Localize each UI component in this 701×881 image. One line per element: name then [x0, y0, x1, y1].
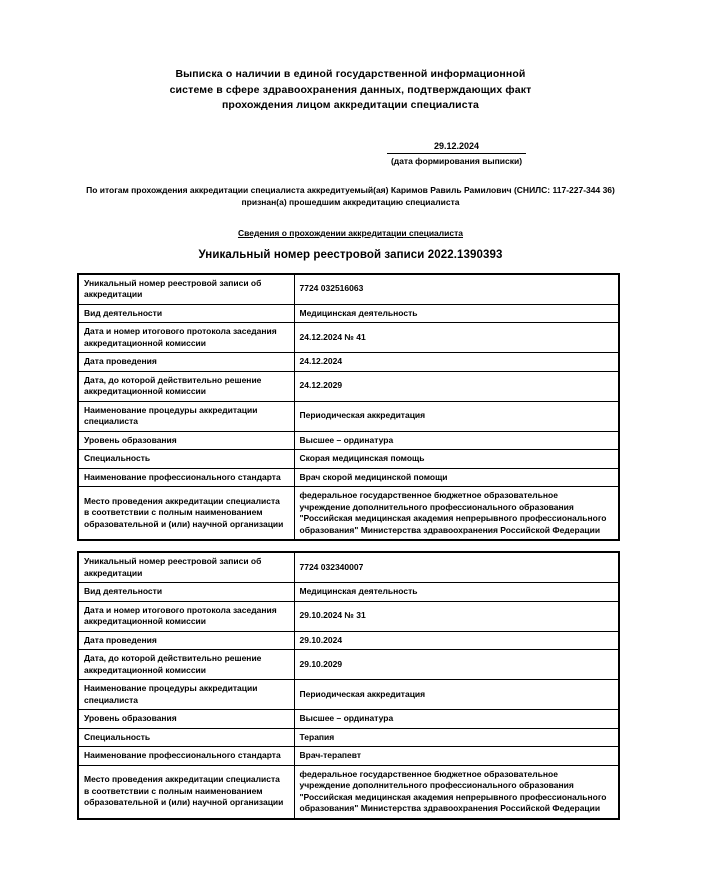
section-title: Сведения о прохождении аккредитации специалиста — [237, 227, 464, 238]
row-label: Специальность — [78, 728, 294, 747]
row-label: Место проведения аккредитации специалиста в соответствии с полным наименованием образовательной и (или) научной организации — [78, 765, 294, 819]
table-row — [78, 487, 619, 541]
row-value: федеральное государственное бюджетное образовательное учреждение дополнительного профессионального образования "Российская медицинская академия непрерывного профессионального образования" Министерства здравоохранения Российской Федерации — [294, 765, 619, 819]
table-row — [78, 371, 619, 401]
row-label: Дата, до которой действительно решение аккредитационной комиссии — [78, 650, 294, 680]
row-label: Дата и номер итогового протокола заседания аккредитационной комиссии — [78, 323, 294, 353]
issue-date-block — [387, 141, 526, 166]
accreditation-table — [77, 273, 620, 542]
row-label: Вид деятельности — [78, 304, 294, 323]
accreditation-tables — [0, 273, 701, 820]
table-row — [78, 765, 619, 819]
row-value: 7724 032340007 — [294, 552, 619, 583]
table-row — [78, 450, 619, 469]
row-value: Врач скорой медицинской помощи — [294, 468, 619, 487]
row-value: Периодическая аккредитация — [294, 680, 619, 710]
row-label: Вид деятельности — [78, 583, 294, 602]
row-label: Дата проведения — [78, 631, 294, 650]
row-value: Медицинская деятельность — [294, 304, 619, 323]
table-row — [78, 650, 619, 680]
intro-paragraph: По итогам прохождения аккредитации специалиста аккредитуемый(ая) Каримов Равиль Рамилович (СНИЛС: 117-227-344 36) признан(а) прошедшим аккредитацию специалиста — [86, 184, 615, 207]
table-row — [78, 323, 619, 353]
row-value: 7724 032516063 — [294, 274, 619, 305]
table-row — [78, 583, 619, 602]
row-value: Высшее – ординатура — [294, 710, 619, 729]
row-value: Высшее – ординатура — [294, 431, 619, 450]
table-row — [78, 431, 619, 450]
row-label: Наименование процедуры аккредитации специалиста — [78, 680, 294, 710]
issue-date: 29.12.2024 — [387, 141, 526, 154]
row-label: Наименование процедуры аккредитации специалиста — [78, 401, 294, 431]
row-value: 24.12.2029 — [294, 371, 619, 401]
table-row — [78, 304, 619, 323]
table-row — [78, 728, 619, 747]
row-label: Специальность — [78, 450, 294, 469]
table-row — [78, 274, 619, 305]
row-value: 29.10.2024 № 31 — [294, 601, 619, 631]
accreditation-table — [77, 551, 620, 820]
table-row — [78, 601, 619, 631]
table-row — [78, 353, 619, 372]
row-label: Дата проведения — [78, 353, 294, 372]
row-value: 29.10.2029 — [294, 650, 619, 680]
row-label: Место проведения аккредитации специалиста в соответствии с полным наименованием образовательной и (или) научной организации — [78, 487, 294, 541]
row-label: Дата и номер итогового протокола заседания аккредитационной комиссии — [78, 601, 294, 631]
row-value: Периодическая аккредитация — [294, 401, 619, 431]
row-label: Уровень образования — [78, 431, 294, 450]
row-value: 24.12.2024 — [294, 353, 619, 372]
table-row — [78, 747, 619, 766]
document-title-line: прохождения лицом аккредитации специалиста — [221, 99, 480, 111]
row-value: 29.10.2024 — [294, 631, 619, 650]
registry-number-header: Уникальный номер реестровой записи 2022.1390393 — [198, 248, 503, 261]
row-label: Дата, до которой действительно решение аккредитационной комиссии — [78, 371, 294, 401]
row-value: Терапия — [294, 728, 619, 747]
document-title-line: системе в сфере здравоохранения данных, подтверждающих факт — [169, 83, 532, 96]
document-title — [0, 0, 701, 114]
document-title-line: Выписка о наличии в единой государственной информационной — [175, 68, 526, 80]
row-label: Наименование профессионального стандарта — [78, 468, 294, 487]
issue-date-caption: (дата формирования выписки) — [390, 155, 523, 166]
table-row — [78, 468, 619, 487]
row-value: Врач-терапевт — [294, 747, 619, 766]
row-label: Уникальный номер реестровой записи об аккредитации — [78, 274, 294, 305]
row-label: Уровень образования — [78, 710, 294, 729]
row-value: федеральное государственное бюджетное образовательное учреждение дополнительного профессионального образования "Российская медицинская академия непрерывного профессионального образования" Министерства здравоохранения Российской Федерации — [294, 487, 619, 541]
row-value: 24.12.2024 № 41 — [294, 323, 619, 353]
table-row — [78, 552, 619, 583]
row-value: Скорая медицинская помощь — [294, 450, 619, 469]
row-label: Наименование профессионального стандарта — [78, 747, 294, 766]
row-value: Медицинская деятельность — [294, 583, 619, 602]
table-row — [78, 401, 619, 431]
row-label: Уникальный номер реестровой записи об аккредитации — [78, 552, 294, 583]
table-row — [78, 680, 619, 710]
table-row — [78, 710, 619, 729]
table-row — [78, 631, 619, 650]
